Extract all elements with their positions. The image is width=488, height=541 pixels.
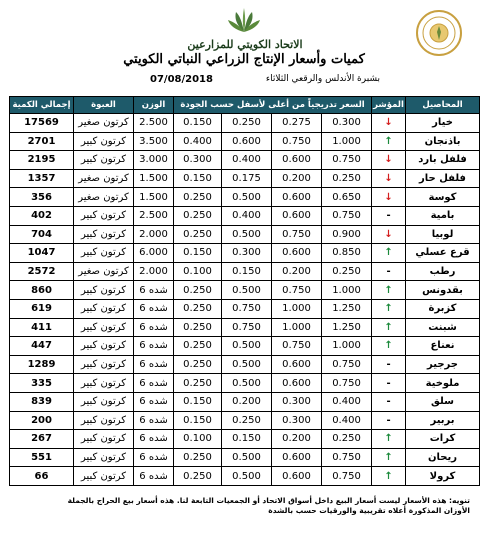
price-2-cell: 0.600 [222,132,272,151]
trend-indicator-cell: ↑ [372,244,406,263]
price-1-cell: 0.250 [174,337,222,356]
trend-indicator-cell: ↑ [372,281,406,300]
header-package: العبوة [74,97,134,114]
package-cell: كرتون كبير [74,206,134,225]
price-3-cell: 0.600 [272,244,322,263]
product-name-cell: بربير [406,411,480,430]
product-name-cell: شبنت [406,318,480,337]
weight-cell: 6 شده [134,281,174,300]
price-1-cell: 0.250 [174,448,222,467]
total-cell: 860 [10,281,74,300]
price-4-cell: 0.750 [322,206,372,225]
table-row [10,151,480,170]
package-cell: كرتون كبير [74,244,134,263]
organization-name: الاتحاد الكويتي للمزارعين [187,38,303,51]
price-3-cell: 0.300 [272,411,322,430]
table-row [10,374,480,393]
price-2-cell: 0.500 [222,448,272,467]
weight-cell: 2.500 [134,114,174,133]
table-row [10,188,480,207]
package-cell: كرتون كبير [74,225,134,244]
weight-cell: 6 شده [134,318,174,337]
weight-cell: 6 شده [134,374,174,393]
product-name-cell: رطب [406,262,480,281]
price-2-cell: 0.150 [222,430,272,449]
package-cell: كرتون كبير [74,281,134,300]
total-cell: 839 [10,392,74,411]
price-4-cell: 0.400 [322,392,372,411]
price-1-cell: 0.250 [174,206,222,225]
price-1-cell: 0.100 [174,430,222,449]
price-3-cell: 0.600 [272,448,322,467]
price-4-cell: 1.250 [322,299,372,318]
product-name-cell: كرات [406,430,480,449]
table-row [10,225,480,244]
total-cell: 66 [10,467,74,486]
total-cell: 1357 [10,169,74,188]
price-2-cell: 0.250 [222,114,272,133]
weight-cell: 3.000 [134,151,174,170]
trend-indicator-cell: - [372,392,406,411]
price-1-cell: 0.250 [174,299,222,318]
total-cell: 704 [10,225,74,244]
trend-indicator-cell: - [372,411,406,430]
package-cell: كرتون كبير [74,392,134,411]
weight-cell: 3.500 [134,132,174,151]
table-row [10,392,480,411]
total-cell: 2195 [10,151,74,170]
package-cell: كرتون صغير [74,262,134,281]
product-name-cell: كرولا [406,467,480,486]
header-indicator: المؤشر [372,97,406,114]
price-4-cell: 0.400 [322,411,372,430]
price-4-cell: 1.250 [322,318,372,337]
product-name-cell: كزبرة [406,299,480,318]
product-name-cell: لوبيا [406,225,480,244]
price-4-cell: 0.250 [322,430,372,449]
price-4-cell: 0.850 [322,244,372,263]
price-1-cell: 0.250 [174,374,222,393]
package-cell: كرتون كبير [74,132,134,151]
table-row [10,430,480,449]
table-body [10,114,480,486]
weight-cell: 1.500 [134,188,174,207]
weight-cell: 6 شده [134,337,174,356]
weight-cell: 6 شده [134,299,174,318]
trend-indicator-cell: - [372,355,406,374]
total-cell: 267 [10,430,74,449]
price-3-cell: 0.750 [272,337,322,356]
price-2-cell: 0.500 [222,188,272,207]
package-cell: كرتون كبير [74,337,134,356]
product-name-cell: نعناع [406,337,480,356]
market-name: بشبرة الأندلس والرقعي الثلاثاء [265,74,380,84]
price-2-cell: 0.300 [222,244,272,263]
package-cell: كرتون كبير [74,467,134,486]
price-2-cell: 0.500 [222,467,272,486]
total-cell: 17569 [10,114,74,133]
weight-cell: 6 شده [134,355,174,374]
price-4-cell: 0.750 [322,151,372,170]
weight-cell: 6 شده [134,448,174,467]
trend-indicator-cell: ↑ [372,448,406,467]
table-row [10,169,480,188]
product-name-cell: قرع عسلي [406,244,480,263]
price-1-cell: 0.150 [174,114,222,133]
price-2-cell: 0.500 [222,225,272,244]
table-row [10,411,480,430]
union-seal-icon [404,8,474,58]
product-name-cell: جرجير [406,355,480,374]
weight-cell: 6 شده [134,467,174,486]
package-cell: كرتون كبير [74,448,134,467]
package-cell: كرتون صغير [74,169,134,188]
trend-indicator-cell: ↓ [372,225,406,244]
price-1-cell: 0.150 [174,411,222,430]
table-row [10,206,480,225]
table-row [10,337,480,356]
price-1-cell: 0.250 [174,467,222,486]
price-3-cell: 0.600 [272,374,322,393]
table-row [10,318,480,337]
price-4-cell: 0.900 [322,225,372,244]
price-3-cell: 0.600 [272,151,322,170]
price-1-cell: 0.100 [174,262,222,281]
table-row [10,467,480,486]
price-2-cell: 0.200 [222,392,272,411]
table-row [10,281,480,300]
price-4-cell: 0.750 [322,374,372,393]
product-name-cell: باذنجان [406,132,480,151]
total-cell: 447 [10,337,74,356]
weight-cell: 6 شده [134,430,174,449]
package-cell: كرتون صغير [74,114,134,133]
total-cell: 1047 [10,244,74,263]
total-cell: 2701 [10,132,74,151]
weight-cell: 1.500 [134,169,174,188]
report-date: 07/08/2018 [150,74,213,85]
weight-cell: 2.000 [134,225,174,244]
weight-cell: 2.000 [134,262,174,281]
prices-table [9,96,480,486]
package-cell: كرتون كبير [74,299,134,318]
price-3-cell: 0.600 [272,188,322,207]
price-1-cell: 0.300 [174,151,222,170]
total-cell: 411 [10,318,74,337]
trend-indicator-cell: ↓ [372,188,406,207]
table-row [10,355,480,374]
package-cell: كرتون كبير [74,318,134,337]
price-1-cell: 0.150 [174,244,222,263]
product-name-cell: بامية [406,206,480,225]
trend-indicator-cell: ↓ [372,169,406,188]
trend-indicator-cell: - [372,374,406,393]
weight-cell: 6 شده [134,411,174,430]
package-cell: كرتون صغير [74,188,134,207]
price-4-cell: 0.750 [322,467,372,486]
footnote-line-2: الأوزان المذكورة أعلاه تقريبية والورقيات حسب بالشدة [268,506,470,515]
price-1-cell: 0.250 [174,355,222,374]
price-3-cell: 0.750 [272,132,322,151]
price-4-cell: 0.300 [322,114,372,133]
price-3-cell: 0.750 [272,281,322,300]
header-weight: الوزن [134,97,174,114]
trend-indicator-cell: ↑ [372,337,406,356]
price-1-cell: 0.250 [174,281,222,300]
total-cell: 200 [10,411,74,430]
header-product: المحاصيل [406,97,480,114]
product-name-cell: خيار [406,114,480,133]
weight-cell: 2.500 [134,206,174,225]
price-3-cell: 0.750 [272,225,322,244]
product-name-cell: سلق [406,392,480,411]
trend-indicator-cell: ↑ [372,467,406,486]
header-price: السعر تدريجياً من أعلى لأسفل حسب الجودة [174,97,372,114]
table-row [10,132,480,151]
price-2-cell: 0.175 [222,169,272,188]
price-4-cell: 1.000 [322,337,372,356]
total-cell: 551 [10,448,74,467]
weight-cell: 6 شده [134,392,174,411]
total-cell: 402 [10,206,74,225]
page-header [0,0,488,96]
price-2-cell: 0.750 [222,318,272,337]
price-2-cell: 0.400 [222,206,272,225]
package-cell: كرتون كبير [74,151,134,170]
trend-indicator-cell: ↓ [372,151,406,170]
total-cell: 335 [10,374,74,393]
market-date-line [100,74,400,88]
table-row [10,448,480,467]
price-4-cell: 0.750 [322,448,372,467]
price-2-cell: 0.400 [222,151,272,170]
price-3-cell: 0.200 [272,430,322,449]
price-3-cell: 0.200 [272,262,322,281]
price-2-cell: 0.750 [222,299,272,318]
price-1-cell: 0.400 [174,132,222,151]
total-cell: 2572 [10,262,74,281]
table-row [10,244,480,263]
weight-cell: 6.000 [134,244,174,263]
price-3-cell: 0.600 [272,355,322,374]
table-row [10,114,480,133]
price-4-cell: 0.750 [322,355,372,374]
price-3-cell: 0.300 [272,392,322,411]
page-title: كميات وأسعار الإنتاج الزراعي النباتي الكويتي [123,52,365,67]
price-3-cell: 1.000 [272,299,322,318]
footnote [20,496,470,516]
price-4-cell: 1.000 [322,281,372,300]
total-cell: 356 [10,188,74,207]
trend-indicator-cell: ↑ [372,430,406,449]
trend-indicator-cell: - [372,206,406,225]
footnote-line-1: تنويه: هذه الأسعار ليست أسعار البيع داخل أسواق الاتحاد أو الجمعيات التابعة لنا. هذه أسعار بيع الحراج بالجملة [67,496,470,505]
trend-indicator-cell: ↑ [372,299,406,318]
price-1-cell: 0.250 [174,188,222,207]
price-2-cell: 0.150 [222,262,272,281]
floral-ornament-icon [226,6,262,36]
total-cell: 1289 [10,355,74,374]
package-cell: كرتون كبير [74,430,134,449]
product-name-cell: فلفل بارد [406,151,480,170]
package-cell: كرتون كبير [74,355,134,374]
trend-indicator-cell: ↑ [372,132,406,151]
product-name-cell: فلفل حار [406,169,480,188]
price-1-cell: 0.150 [174,169,222,188]
price-3-cell: 0.600 [272,206,322,225]
table-row [10,262,480,281]
price-1-cell: 0.250 [174,225,222,244]
product-name-cell: ملوخية [406,374,480,393]
trend-indicator-cell: ↓ [372,114,406,133]
package-cell: كرتون كبير [74,374,134,393]
table-header-row [10,97,480,114]
price-3-cell: 0.275 [272,114,322,133]
package-cell: كرتون كبير [74,411,134,430]
trend-indicator-cell: ↑ [372,318,406,337]
price-4-cell: 0.650 [322,188,372,207]
price-2-cell: 0.500 [222,281,272,300]
price-2-cell: 0.500 [222,374,272,393]
header-total: إجمالي الكمية [10,97,74,114]
product-name-cell: بقدونس [406,281,480,300]
price-1-cell: 0.250 [174,318,222,337]
price-2-cell: 0.500 [222,337,272,356]
price-4-cell: 0.250 [322,262,372,281]
price-3-cell: 1.000 [272,318,322,337]
price-3-cell: 0.200 [272,169,322,188]
product-name-cell: كوسة [406,188,480,207]
price-4-cell: 1.000 [322,132,372,151]
price-3-cell: 0.600 [272,467,322,486]
price-1-cell: 0.150 [174,392,222,411]
product-name-cell: ريحان [406,448,480,467]
trend-indicator-cell: - [372,262,406,281]
price-2-cell: 0.500 [222,355,272,374]
total-cell: 619 [10,299,74,318]
table-row [10,299,480,318]
price-4-cell: 0.250 [322,169,372,188]
price-2-cell: 0.250 [222,411,272,430]
